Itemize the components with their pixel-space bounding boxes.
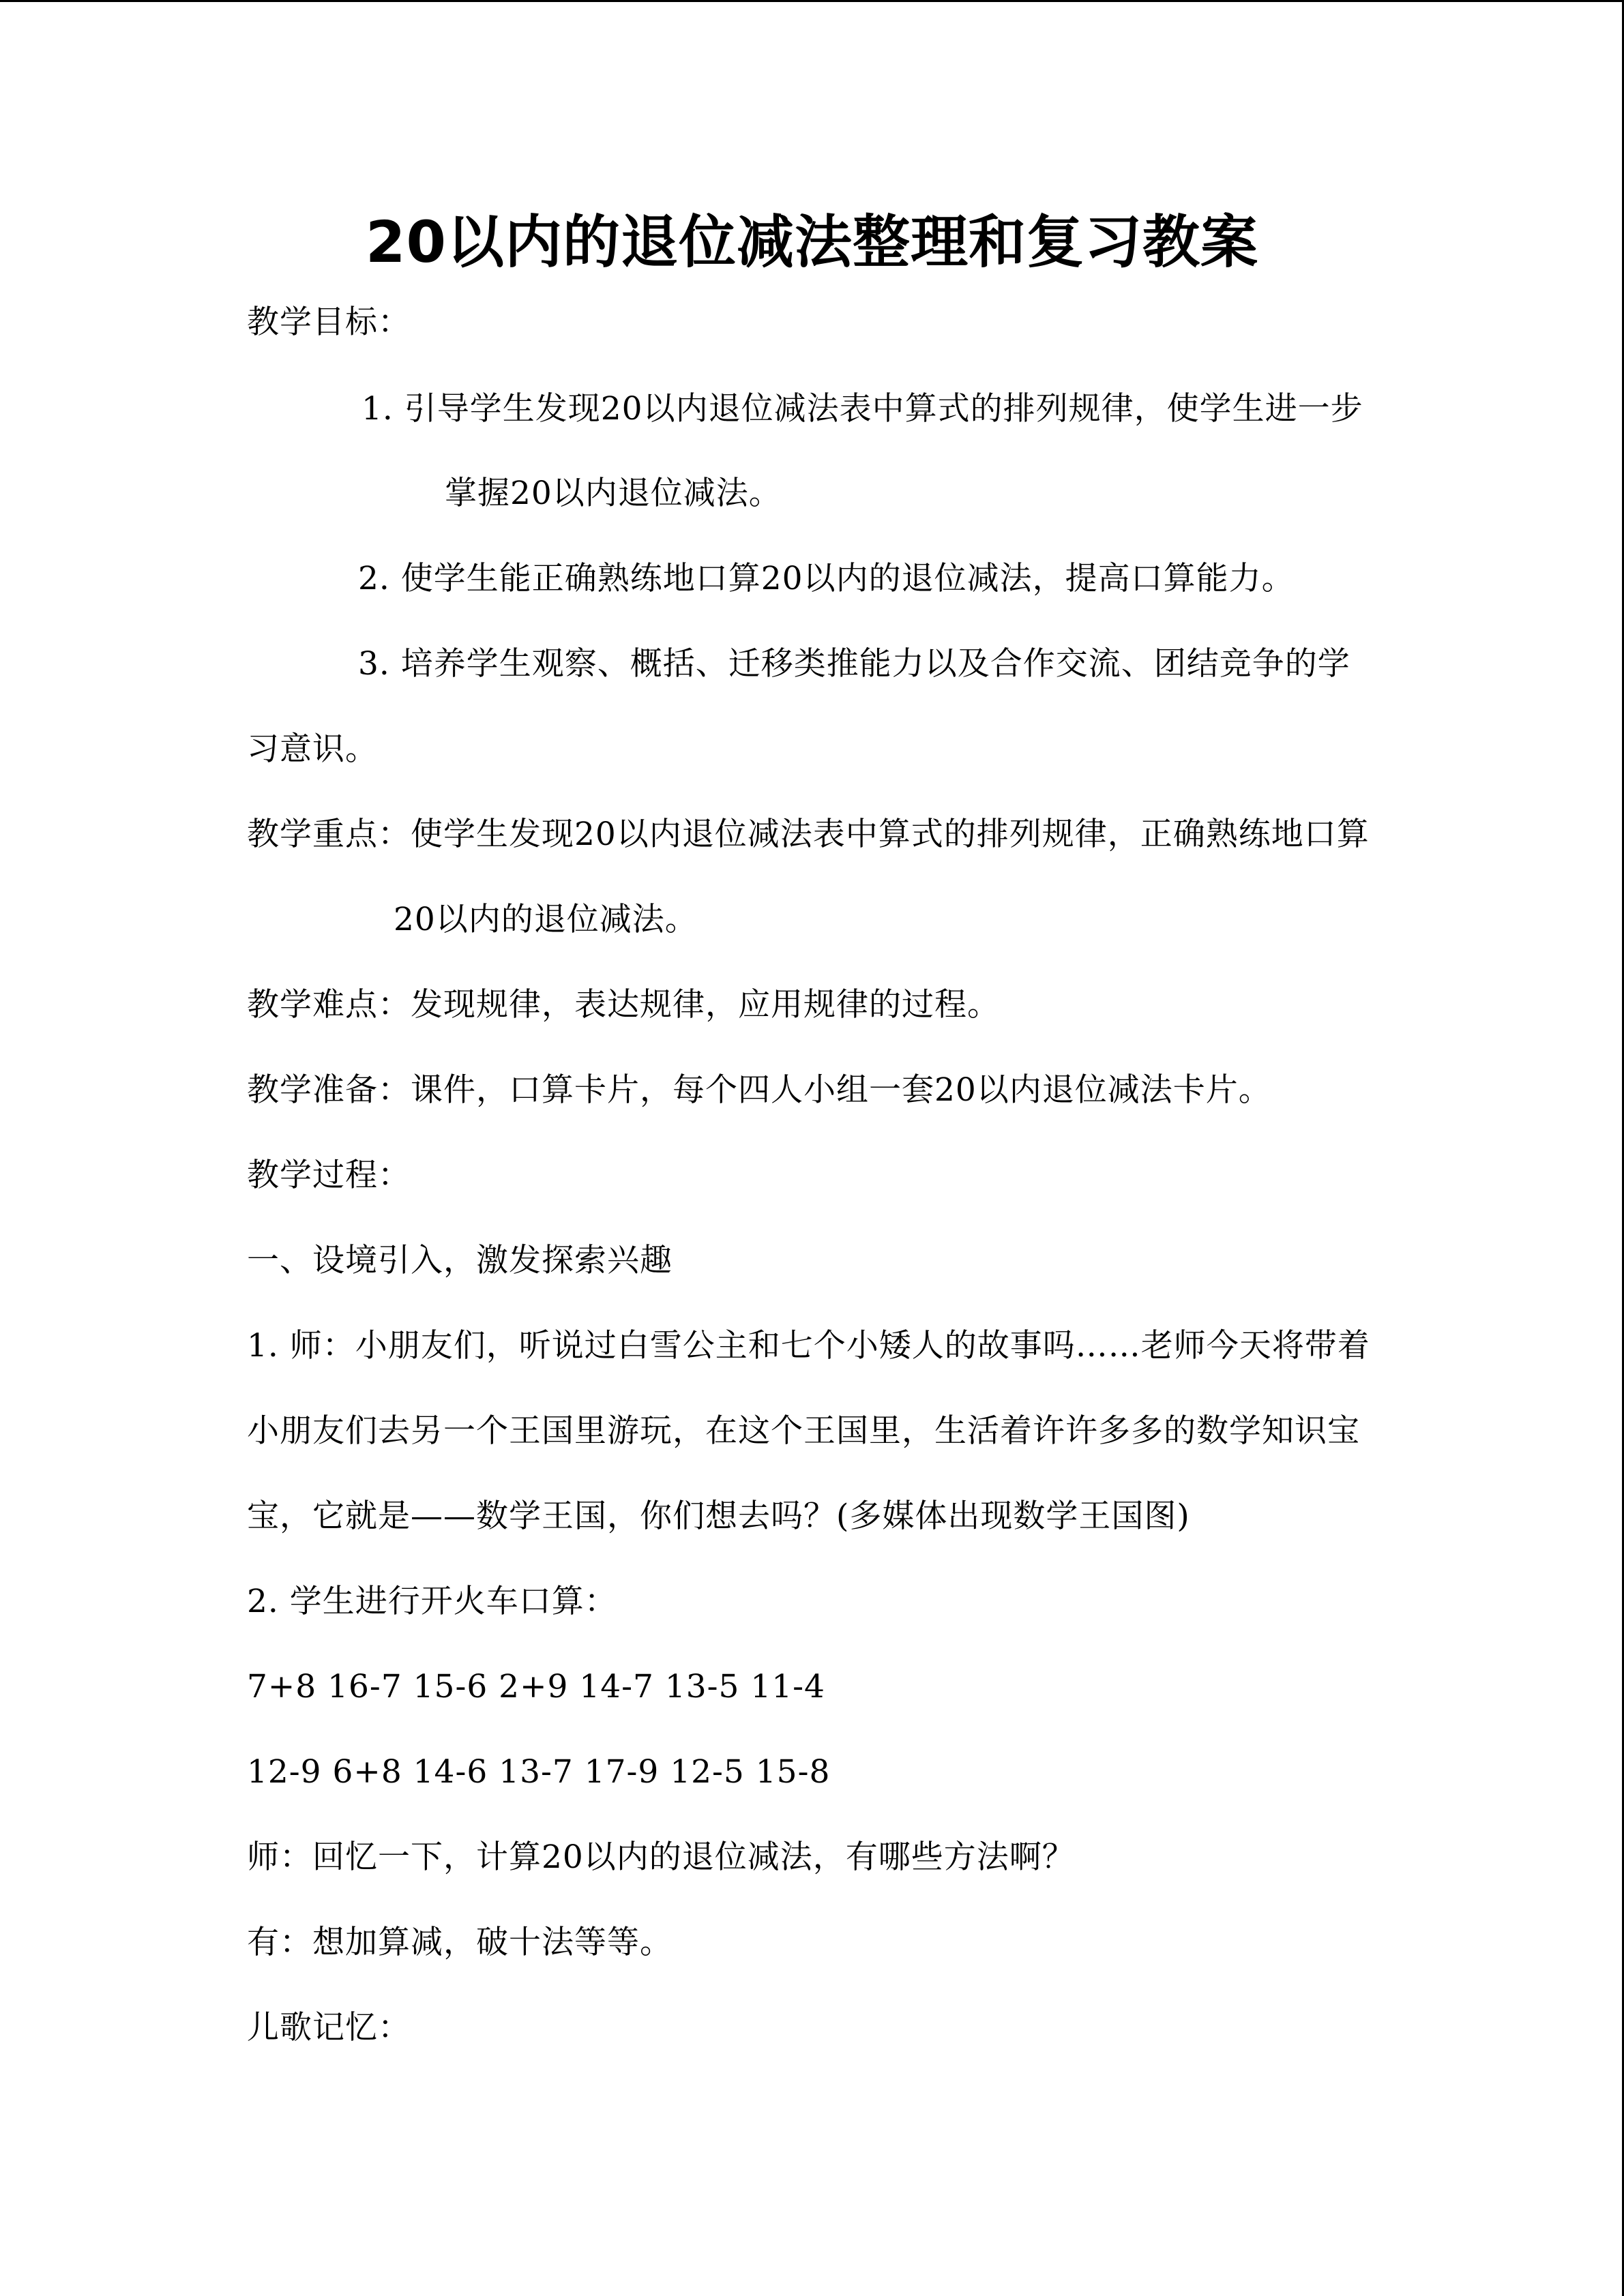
paragraph-2-heading: 2. 学生进行开火车口算： — [247, 1583, 617, 1620]
teaching-process-heading: 教学过程： — [247, 1157, 411, 1194]
goal-2: 2. 使学生能正确熟练地口算20以内的退位减法，提高口算能力。 — [358, 560, 1295, 597]
oral-math-row-1: 7+8 16-7 15-6 2+9 14-7 13-5 11-4 — [247, 1668, 825, 1705]
oral-math-row-2: 12-9 6+8 14-6 13-7 17-9 12-5 15-8 — [247, 1753, 831, 1791]
teaching-focus-line-2: 20以内的退位减法。 — [394, 901, 698, 938]
paragraph-1-line-3: 宝，它就是——数学王国，你们想去吗？(多媒体出现数学王国图) — [247, 1497, 1190, 1535]
section-one-heading: 一、设境引入，激发探索兴趣 — [247, 1242, 673, 1279]
teaching-difficulty: 教学难点：发现规律，表达规律，应用规律的过程。 — [247, 986, 1000, 1024]
goal-1-line-1: 1. 引导学生发现20以内退位减法表中算式的排列规律，使学生进一步 — [361, 390, 1363, 428]
teacher-question: 师：回忆一下，计算20以内的退位减法，有哪些方法啊？ — [247, 1838, 1075, 1876]
nursery-rhyme-heading: 儿歌记忆： — [247, 2009, 411, 2046]
paragraph-1-line-2: 小朋友们去另一个王国里游玩，在这个王国里，生活着许许多多的数学知识宝 — [247, 1412, 1360, 1450]
document-title: 20以内的退位减法整理和复习教案 — [366, 209, 1258, 275]
goal-3-line-1: 3. 培养学生观察、概括、迁移类推能力以及合作交流、团结竞争的学 — [358, 645, 1350, 683]
student-answer: 有：想加算减，破十法等等。 — [247, 1924, 673, 1961]
teaching-preparation: 教学准备：课件，口算卡片，每个四人小组一套20以内退位减法卡片。 — [247, 1071, 1271, 1109]
page-border-top — [0, 0, 1624, 2]
goal-1-line-2: 掌握20以内退位减法。 — [445, 475, 782, 512]
section-teaching-goals-heading: 教学目标： — [247, 303, 411, 341]
teaching-focus-line-1: 教学重点：使学生发现20以内退位减法表中算式的排列规律，正确熟练地口算 — [247, 816, 1370, 853]
paragraph-1-line-1: 1. 师：小朋友们，听说过白雪公主和七个小矮人的故事吗……老师今天将带着 — [247, 1327, 1370, 1365]
goal-3-line-2: 习意识。 — [247, 730, 378, 768]
